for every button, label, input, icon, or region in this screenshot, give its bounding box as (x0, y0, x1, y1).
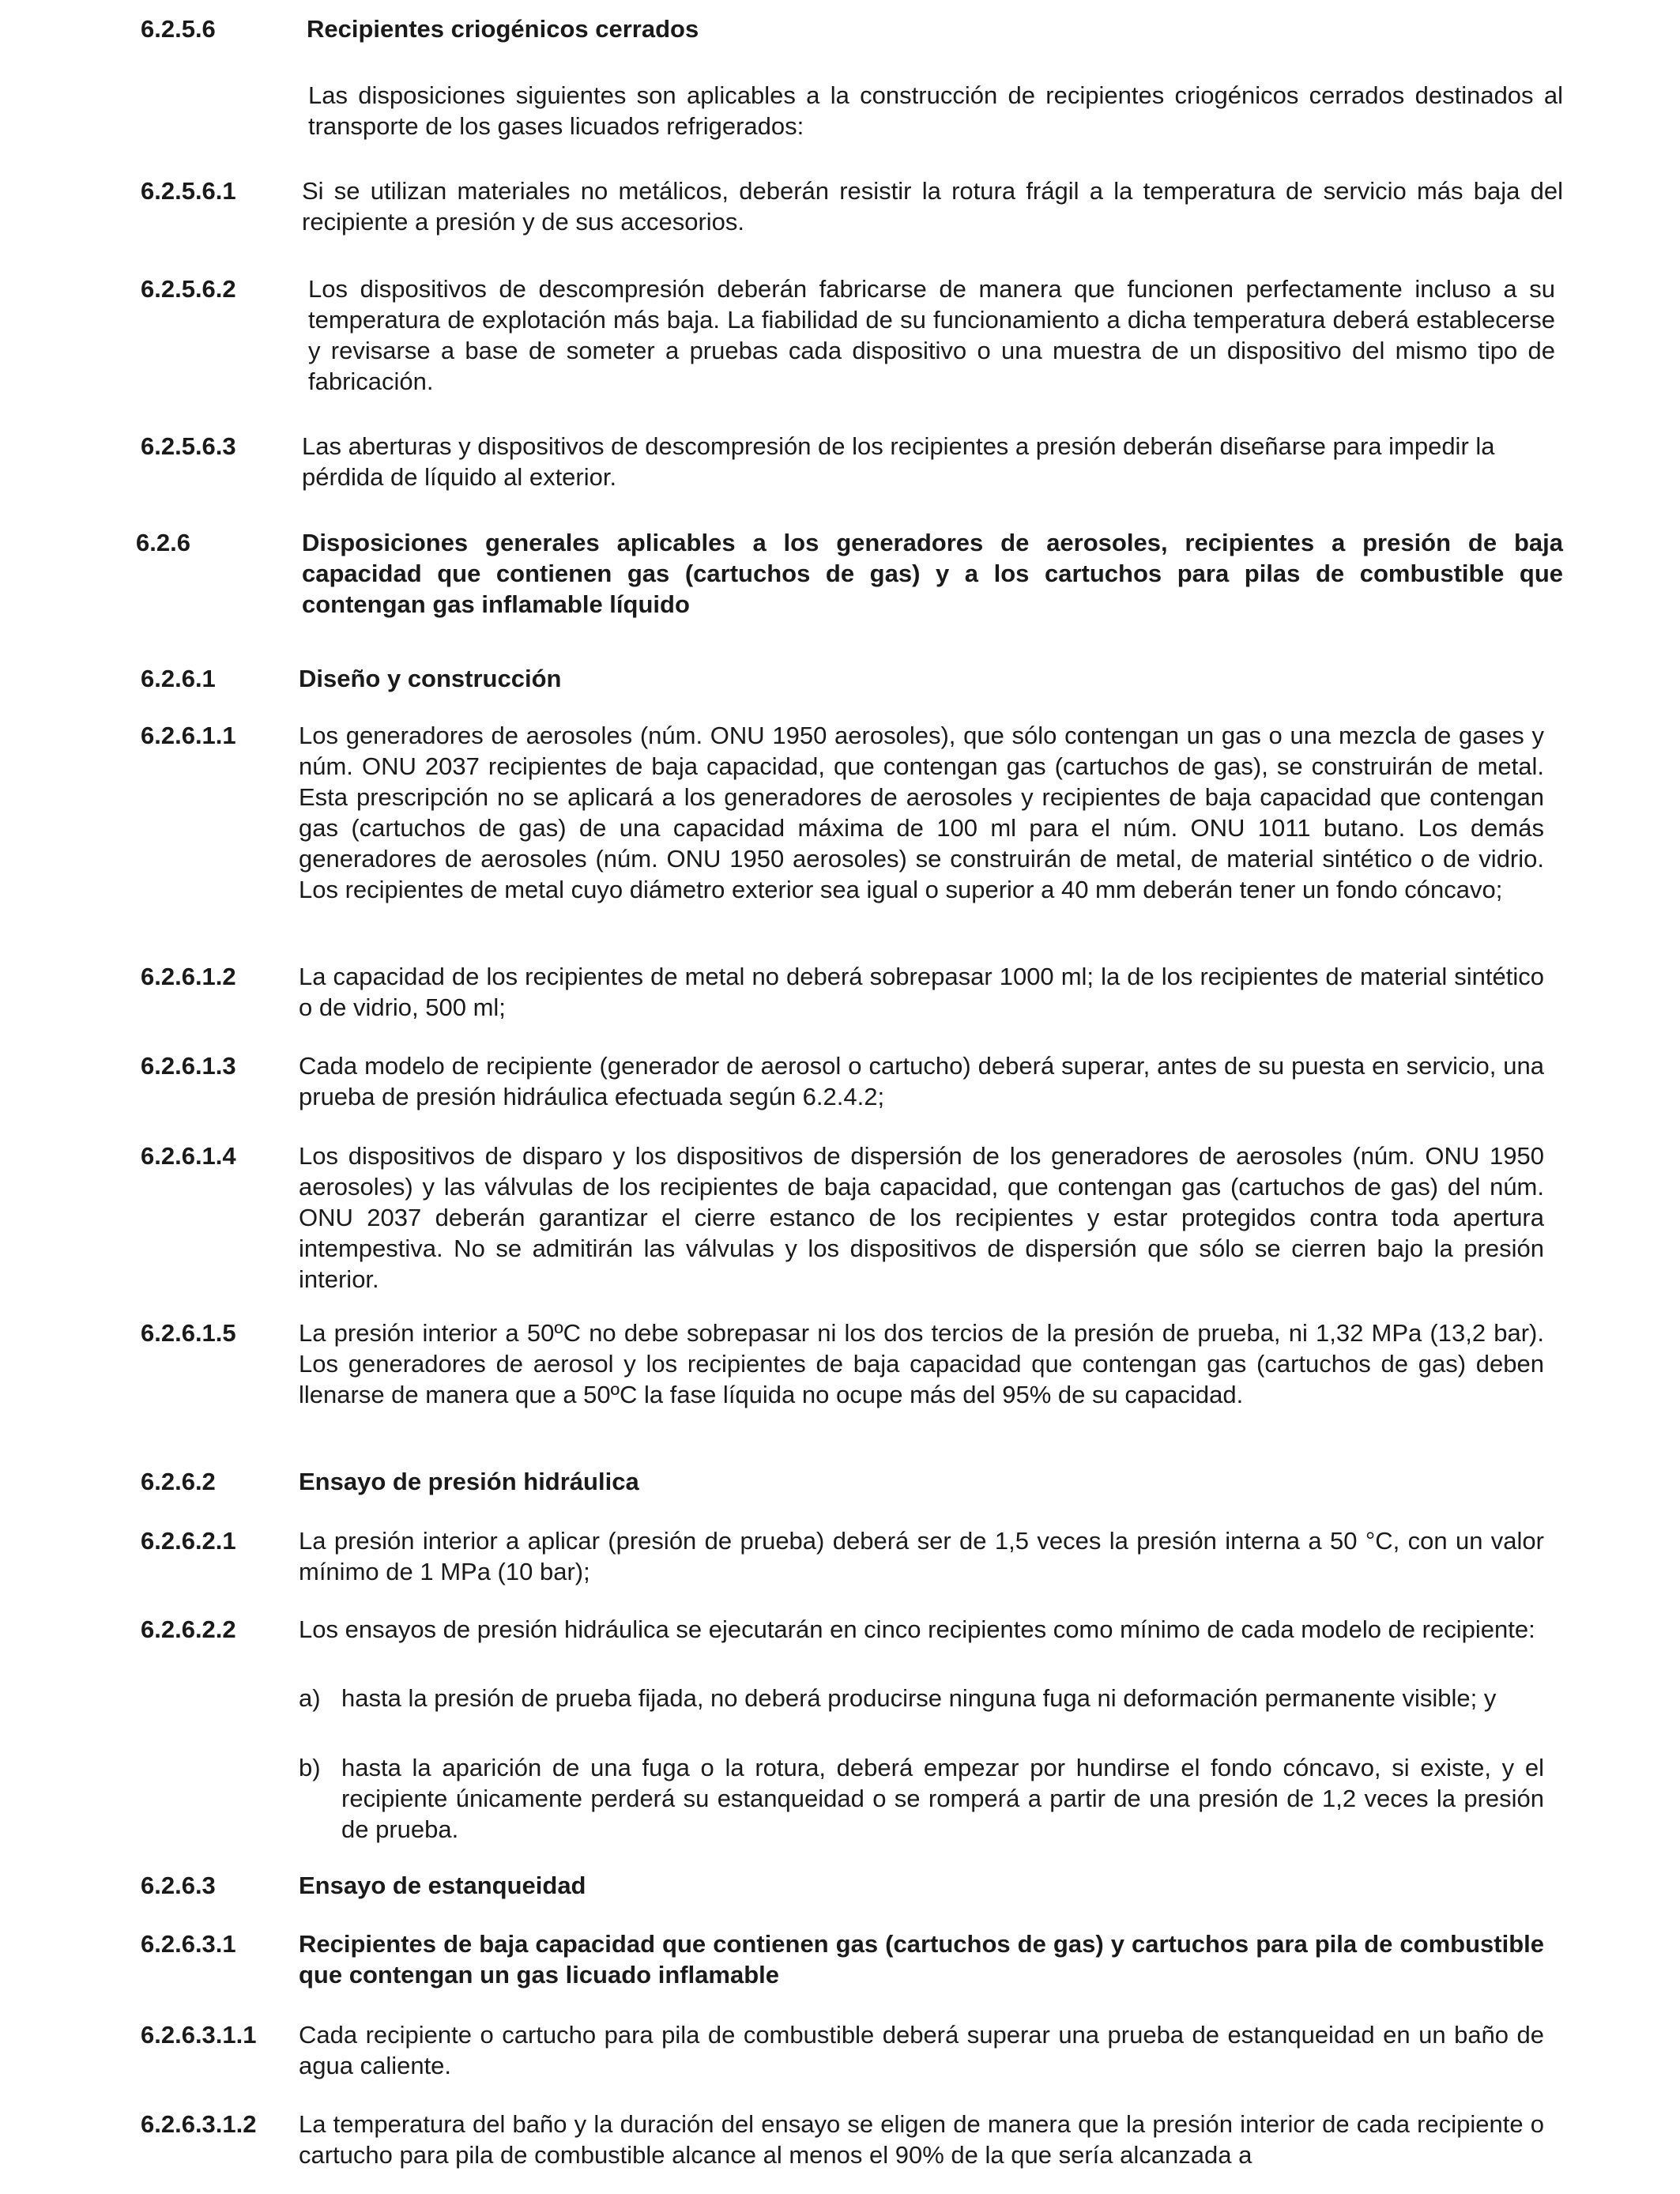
section-number: 6.2.6.3.1 (141, 1930, 236, 1958)
list-item-label: a) (299, 1684, 321, 1712)
section-number: 6.2.6.1.4 (141, 1142, 236, 1170)
section-text: La temperatura del baño y la duración del ensayo se eligen de manera que la presión interior de cada recipiente o cartucho para pila de combustible alcance al menos el 90% de la que sería alcanzada a (299, 2110, 1544, 2169)
section-text: Cada modelo de recipiente (generador de aerosol o cartucho) deberá superar, antes de su puesta en servicio, una prueba de presión hidráulica efectuada según 6.2.4.2; (299, 1052, 1544, 1110)
section-number: 6.2.6.2.1 (141, 1527, 236, 1555)
list-item-text: hasta la aparición de una fuga o la rotura, deberá empezar por hundirse el fondo cóncavo, si existe, y el recipiente únicamente perderá su estanqueidad o se romperá a partir de una presión de 1,2 veces la presión de prueba. (341, 1754, 1544, 1843)
section-number: 6.2.6.3 (141, 1872, 216, 1899)
section-text: La presión interior a aplicar (presión de prueba) deberá ser de 1,5 veces la presión interna a 50 °C, con un valor mínimo de 1 MPa (10 bar); (299, 1527, 1544, 1585)
section-text: La presión interior a 50ºC no debe sobrepasar ni los dos tercios de la presión de prueba, ni 1,32 MPa (13,2 bar). Los generadores de aerosol y los recipientes de baja capacidad que contengan gas (cartuchos de gas) deben llenarse de manera que a 50ºC la fase líquida no ocupe más del 95% de su capacidad. (299, 1319, 1544, 1408)
section-text: Si se utilizan materiales no metálicos, deberán resistir la rotura frágil a la temperatura de servicio más baja del recipiente a presión y de sus accesorios. (302, 177, 1563, 236)
section-number: 6.2.6.3.1.2 (141, 2110, 257, 2138)
section-title: Ensayo de presión hidráulica (299, 1468, 639, 1495)
section-title: Recipientes de baja capacidad que contienen gas (cartuchos de gas) y cartuchos para pila de combustible que contengan un gas licuado inflamable (299, 1930, 1544, 1989)
section-text: Las aberturas y dispositivos de descompresión de los recipientes a presión deberán diseñarse para impedir la pérdida de líquido al exterior. (302, 432, 1495, 491)
list-item-label: b) (299, 1754, 321, 1781)
section-text: La capacidad de los recipientes de metal no deberá sobrepasar 1000 ml; la de los recipientes de material sintético o de vidrio, 500 ml; (299, 963, 1544, 1021)
section-number: 6.2.6.1.5 (141, 1319, 236, 1347)
section-title: Disposiciones generales aplicables a los generadores de aerosoles, recipientes a presión de baja capacidad que contienen gas (cartuchos de gas) y a los cartuchos para pilas de combustible que contengan gas inflamable líquido (302, 529, 1563, 618)
section-number: 6.2.5.6.1 (141, 177, 236, 205)
section-text: Las disposiciones siguientes son aplicables a la construcción de recipientes criogénicos cerrados destinados al transporte de los gases licuados refrigerados: (308, 81, 1563, 140)
section-title: Recipientes criogénicos cerrados (307, 15, 699, 43)
section-number: 6.2.5.6.3 (141, 432, 236, 460)
section-number: 6.2.6.1.2 (141, 963, 236, 990)
section-number: 6.2.6.2.2 (141, 1615, 236, 1643)
section-text: Los dispositivos de disparo y los dispositivos de dispersión de los generadores de aerosoles (núm. ONU 1950 aerosoles) y las válvulas de los recipientes de baja capacidad, que contengan gas (cartuchos de gas) del núm. ONU 2037 deberán garantizar el cierre estanco de los recipientes y estar protegidos contra toda apertura intempestiva. No se admitirán las válvulas y los dispositivos de dispersión que sólo se cierren bajo la presión interior. (299, 1142, 1544, 1293)
section-text: Los ensayos de presión hidráulica se ejecutarán en cinco recipientes como mínimo de cada modelo de recipiente: (299, 1615, 1535, 1643)
section-number: 6.2.6.3.1.1 (141, 2021, 257, 2049)
section-number: 6.2.6.2 (141, 1468, 216, 1495)
section-number: 6.2.5.6 (141, 15, 216, 43)
section-title: Ensayo de estanqueidad (299, 1872, 586, 1899)
section-number: 6.2.6.1.1 (141, 722, 236, 749)
section-number: 6.2.5.6.2 (141, 275, 236, 303)
section-number: 6.2.6.1.3 (141, 1052, 236, 1080)
section-number: 6.2.6.1 (141, 665, 216, 692)
section-number: 6.2.6 (136, 529, 190, 556)
list-item-text: hasta la presión de prueba fijada, no deberá producirse ninguna fuga ni deformación permanente visible; y (341, 1684, 1497, 1712)
section-title: Diseño y construcción (299, 665, 562, 692)
section-text: Los generadores de aerosoles (núm. ONU 1950 aerosoles), que sólo contengan un gas o una mezcla de gases y núm. ONU 2037 recipientes de baja capacidad, que contengan gas (cartuchos de gas), se construirán de metal. Esta prescripción no se aplicará a los generadores de aerosoles y recipientes de baja capacidad que contengan gas (cartuchos de gas) de una capacidad máxima de 100 ml para el núm. ONU 1011 butano. Los demás generadores de aerosoles (núm. ONU 1950 aerosoles) se construirán de metal, de material sintético o de vidrio. Los recipientes de metal cuyo diámetro exterior sea igual o superior a 40 mm deberán tener un fondo cóncavo; (299, 722, 1544, 903)
section-text: Cada recipiente o cartucho para pila de combustible deberá superar una prueba de estanqueidad en un baño de agua caliente. (299, 2021, 1544, 2079)
section-text: Los dispositivos de descompresión deberán fabricarse de manera que funcionen perfectamente incluso a su temperatura de explotación más baja. La fiabilidad de su funcionamiento a dicha temperatura deberá establecerse y revisarse a base de someter a pruebas cada dispositivo o una muestra de un dispositivo del mismo tipo de fabricación. (308, 275, 1555, 395)
